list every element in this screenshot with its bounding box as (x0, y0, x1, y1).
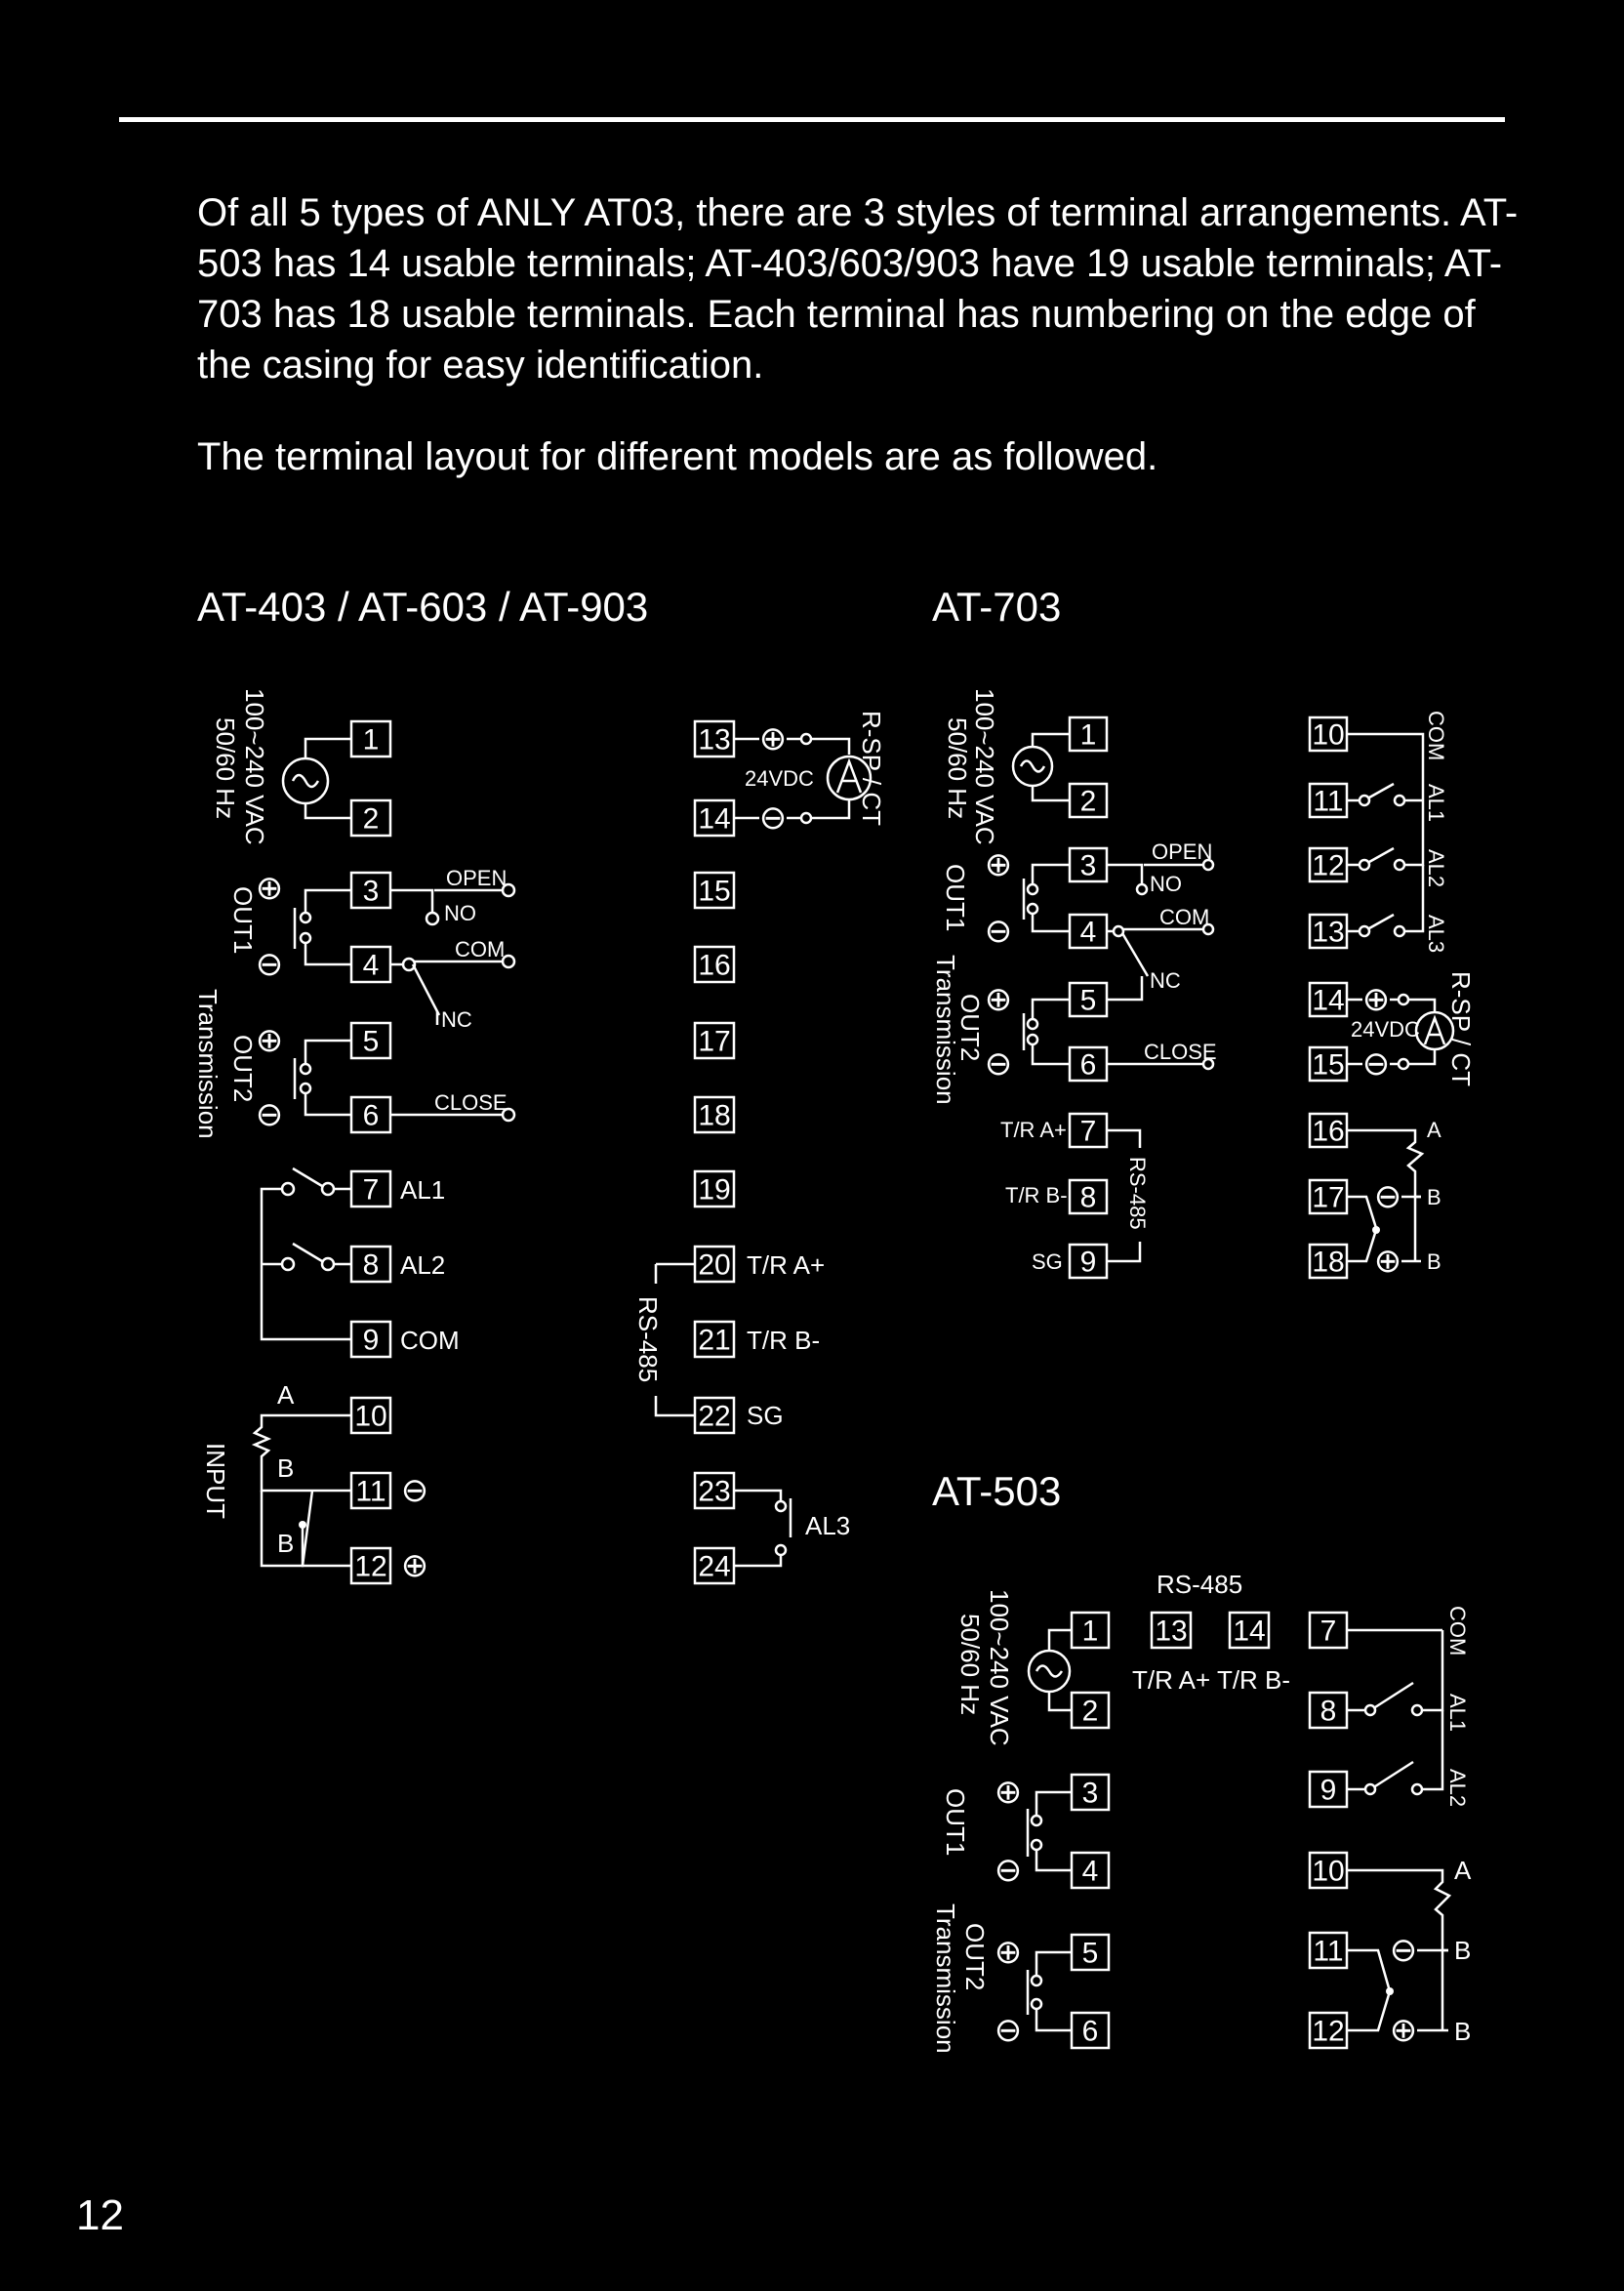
at403-out1-minus-icon: ⊖ (255, 946, 284, 983)
page-number: 12 (76, 2191, 124, 2239)
at403-input-b2-label: B (277, 1529, 295, 1558)
at703-title: AT-703 (932, 584, 1062, 630)
at703-open-label: OPEN (1152, 839, 1213, 864)
at503-power-label-1: 100~240 VAC (985, 1589, 1014, 1746)
at503-al1-label: AL1 (1445, 1694, 1470, 1733)
at403-input-a-label: A (277, 1380, 295, 1410)
at403-al1-label: AL1 (400, 1175, 446, 1205)
at403-al3-label: AL3 (805, 1511, 851, 1540)
terminal-number: 7 (362, 1173, 380, 1207)
at703-sg-label: SG (1032, 1249, 1063, 1274)
at503-out1-label: OUT1 (941, 1788, 970, 1857)
at403-power-label-2: 50/60 Hz (211, 717, 240, 820)
terminal-number: 10 (1312, 718, 1345, 752)
at703-out2-minus-icon: ⊖ (984, 1045, 1013, 1083)
terminal-number: 15 (1312, 1048, 1345, 1082)
at703-24vdc-label: 24VDC (1351, 1017, 1420, 1042)
at703-input-plus-icon: ⊕ (1373, 1243, 1402, 1280)
at403-24vdc-label: 24VDC (745, 766, 814, 791)
terminal-number: 16 (698, 949, 731, 982)
terminal-number: 7 (1320, 1615, 1337, 1648)
terminal-number: 1 (362, 723, 380, 757)
terminal-number: 6 (1081, 2015, 1099, 2048)
terminal-number: 13 (1312, 916, 1345, 949)
terminal-number: 3 (1079, 849, 1097, 882)
terminal-number: 2 (1079, 785, 1097, 818)
layout-note: The terminal layout for different models are as followed. (197, 435, 1158, 478)
terminal-number: 4 (1079, 916, 1097, 949)
terminal-number: 6 (362, 1099, 380, 1132)
at703-com-relay-label: COM (1159, 905, 1210, 929)
at403-transmission-label: Transmission (193, 989, 223, 1139)
terminal-number: 14 (1312, 984, 1345, 1017)
at703-al3-label: AL3 (1424, 915, 1448, 954)
terminal-number: 9 (362, 1324, 380, 1357)
at703-rsp-label: R-SP / CT (1446, 971, 1476, 1086)
terminal-number: 5 (362, 1025, 380, 1058)
at403-out2-label: OUT2 (228, 1035, 258, 1103)
terminal-number: 8 (1320, 1695, 1337, 1728)
terminal-number: 2 (1081, 1695, 1099, 1728)
at503-com-label: COM (1445, 1606, 1470, 1657)
at703-out2-plus-icon: ⊕ (984, 981, 1013, 1018)
terminal-number: 18 (698, 1099, 731, 1132)
terminal-number: 15 (698, 875, 731, 908)
at503-power-label-2: 50/60 Hz (955, 1614, 985, 1716)
at503-input-a-label: A (1454, 1856, 1472, 1885)
terminal-number: 12 (1312, 849, 1345, 882)
at703-al1-label: AL1 (1424, 784, 1448, 823)
at703-al2-label: AL2 (1424, 849, 1448, 888)
terminal-number: 5 (1079, 984, 1097, 1017)
at703-out2-label: OUT2 (955, 994, 985, 1062)
terminal-number: 5 (1081, 1937, 1099, 1970)
terminal-number: 12 (1312, 2015, 1345, 2048)
at403-input-label: INPUT (201, 1443, 230, 1519)
terminal-number: 11 (355, 1475, 386, 1508)
at503-rs485-label: RS-485 (1157, 1570, 1243, 1599)
at703-tra-label: T/R A+ (1000, 1118, 1067, 1142)
at503-input-plus-icon: ⊕ (1389, 2012, 1418, 2049)
intro-paragraph: Of all 5 types of ANLY AT03, there are 3 styles of terminal arrangements. AT-503 has 14 usable terminals; AT-403/603/903 have 19 usable terminals; AT-703 has 18 usable terminals. Each terminal has numbering on the edge of the casing for easy identification. (197, 191, 1519, 387)
at703-power-label-1: 100~240 VAC (970, 688, 999, 845)
at403-rsp-minus-icon: ⊖ (758, 799, 788, 837)
terminal-number: 1 (1081, 1615, 1099, 1648)
at503-input-b1-label: B (1454, 1936, 1472, 1965)
terminal-number: 2 (362, 802, 380, 836)
at403-tra-label: T/R A+ (747, 1250, 826, 1280)
at503-out1-minus-icon: ⊖ (994, 1852, 1023, 1889)
terminal-number: 8 (1079, 1181, 1097, 1214)
at703-power-label-2: 50/60 Hz (943, 717, 972, 820)
terminal-number: 19 (698, 1173, 731, 1207)
at703-nc-label: NC (1150, 968, 1181, 993)
terminal-number: 13 (698, 723, 731, 757)
at403-out2-minus-icon: ⊖ (255, 1096, 284, 1133)
at403-no-label: NO (444, 901, 476, 925)
terminal-number: 6 (1079, 1048, 1097, 1082)
at403-diagram (193, 688, 886, 1584)
terminal-number: 21 (698, 1324, 731, 1357)
terminal-number: 14 (698, 802, 731, 836)
terminal-number: 18 (1312, 1246, 1345, 1279)
at703-input-b1-label: B (1427, 1185, 1441, 1209)
at703-out1-plus-icon: ⊕ (984, 846, 1013, 883)
terminal-number: 4 (362, 949, 380, 982)
terminal-number: 9 (1320, 1774, 1337, 1807)
at703-out1-label: OUT1 (941, 864, 970, 932)
at403-com-label: COM (400, 1326, 460, 1355)
terminal-number: 14 (1233, 1615, 1266, 1648)
at703-close-label: CLOSE (1144, 1040, 1217, 1064)
terminal-number: 13 (1155, 1615, 1188, 1648)
at703-input-minus-icon: ⊖ (1373, 1178, 1402, 1215)
at403-out1-plus-icon: ⊕ (255, 870, 284, 907)
at503-out2-minus-icon: ⊖ (994, 2012, 1023, 2049)
at403-nc-label: NC (441, 1007, 472, 1032)
terminal-number: 3 (1081, 1777, 1099, 1810)
at703-transmission-label: Transmission (931, 955, 960, 1105)
at503-al2-label: AL2 (1445, 1769, 1470, 1808)
at703-rs485-label: RS-485 (1125, 1157, 1150, 1230)
terminal-number: 1 (1079, 718, 1097, 752)
at703-no-label: NO (1150, 872, 1182, 896)
at703-out1-minus-icon: ⊖ (984, 913, 1013, 950)
at403-trb-label: T/R B- (747, 1326, 821, 1355)
at703-com-label: COM (1424, 711, 1448, 761)
at403-out2-plus-icon: ⊕ (255, 1022, 284, 1059)
at703-rsp-minus-icon: ⊖ (1361, 1045, 1391, 1083)
terminal-number: 23 (698, 1475, 731, 1508)
terminal-number: 12 (354, 1550, 387, 1583)
at403-close-label: CLOSE (434, 1090, 508, 1115)
at703-input-a-label: A (1427, 1118, 1441, 1142)
at503-out1-plus-icon: ⊕ (994, 1774, 1023, 1811)
at403-rsp-label: R-SP / CT (857, 711, 886, 826)
at503-input-minus-icon: ⊖ (1389, 1932, 1418, 1969)
terminal-number: 11 (1313, 1935, 1344, 1968)
at703-diagram (931, 688, 1476, 1280)
terminal-number: 17 (1312, 1181, 1345, 1214)
at403-sg-label: SG (747, 1401, 784, 1430)
at503-transmission-label: Transmission (931, 1903, 960, 2054)
at503-out2-label: OUT2 (960, 1923, 990, 1991)
at703-rsp-plus-icon: ⊕ (1361, 981, 1391, 1018)
terminal-number: 11 (1313, 785, 1344, 818)
at503-tr-label: T/R A+ T/R B- (1132, 1665, 1291, 1695)
at403-input-minus-icon: ⊖ (400, 1472, 429, 1509)
terminal-number: 16 (1312, 1115, 1345, 1148)
terminal-number: 7 (1079, 1115, 1097, 1148)
at403-rsp-plus-icon: ⊕ (758, 720, 788, 757)
terminal-number: 10 (354, 1400, 387, 1433)
at403-open-label: OPEN (446, 866, 508, 890)
at503-input-b2-label: B (1454, 2017, 1472, 2046)
at403-com-relay-label: COM (455, 937, 506, 961)
at503-diagram (931, 1570, 1472, 2054)
terminal-number: 8 (362, 1248, 380, 1282)
terminal-number: 17 (698, 1025, 731, 1058)
at703-input-b2-label: B (1427, 1249, 1441, 1274)
at403-input-plus-icon: ⊕ (400, 1547, 429, 1584)
terminal-number: 20 (698, 1248, 731, 1282)
terminal-number: 9 (1079, 1246, 1097, 1279)
at403-out1-label: OUT1 (228, 886, 258, 955)
at403-rs485-label: RS-485 (633, 1296, 663, 1383)
at703-trb-label: T/R B- (1005, 1183, 1068, 1207)
terminal-number: 10 (1312, 1855, 1345, 1888)
at503-out2-plus-icon: ⊕ (994, 1934, 1023, 1971)
at403-al2-label: AL2 (400, 1250, 446, 1280)
terminal-number: 22 (698, 1400, 731, 1433)
at403-input-b1-label: B (277, 1453, 295, 1483)
at403-title: AT-403 / AT-603 / AT-903 (197, 584, 649, 630)
terminal-number: 24 (698, 1550, 731, 1583)
at403-power-label-1: 100~240 VAC (240, 688, 269, 845)
terminal-number: 4 (1081, 1855, 1099, 1888)
terminal-number: 3 (362, 875, 380, 908)
at503-title: AT-503 (932, 1468, 1062, 1514)
